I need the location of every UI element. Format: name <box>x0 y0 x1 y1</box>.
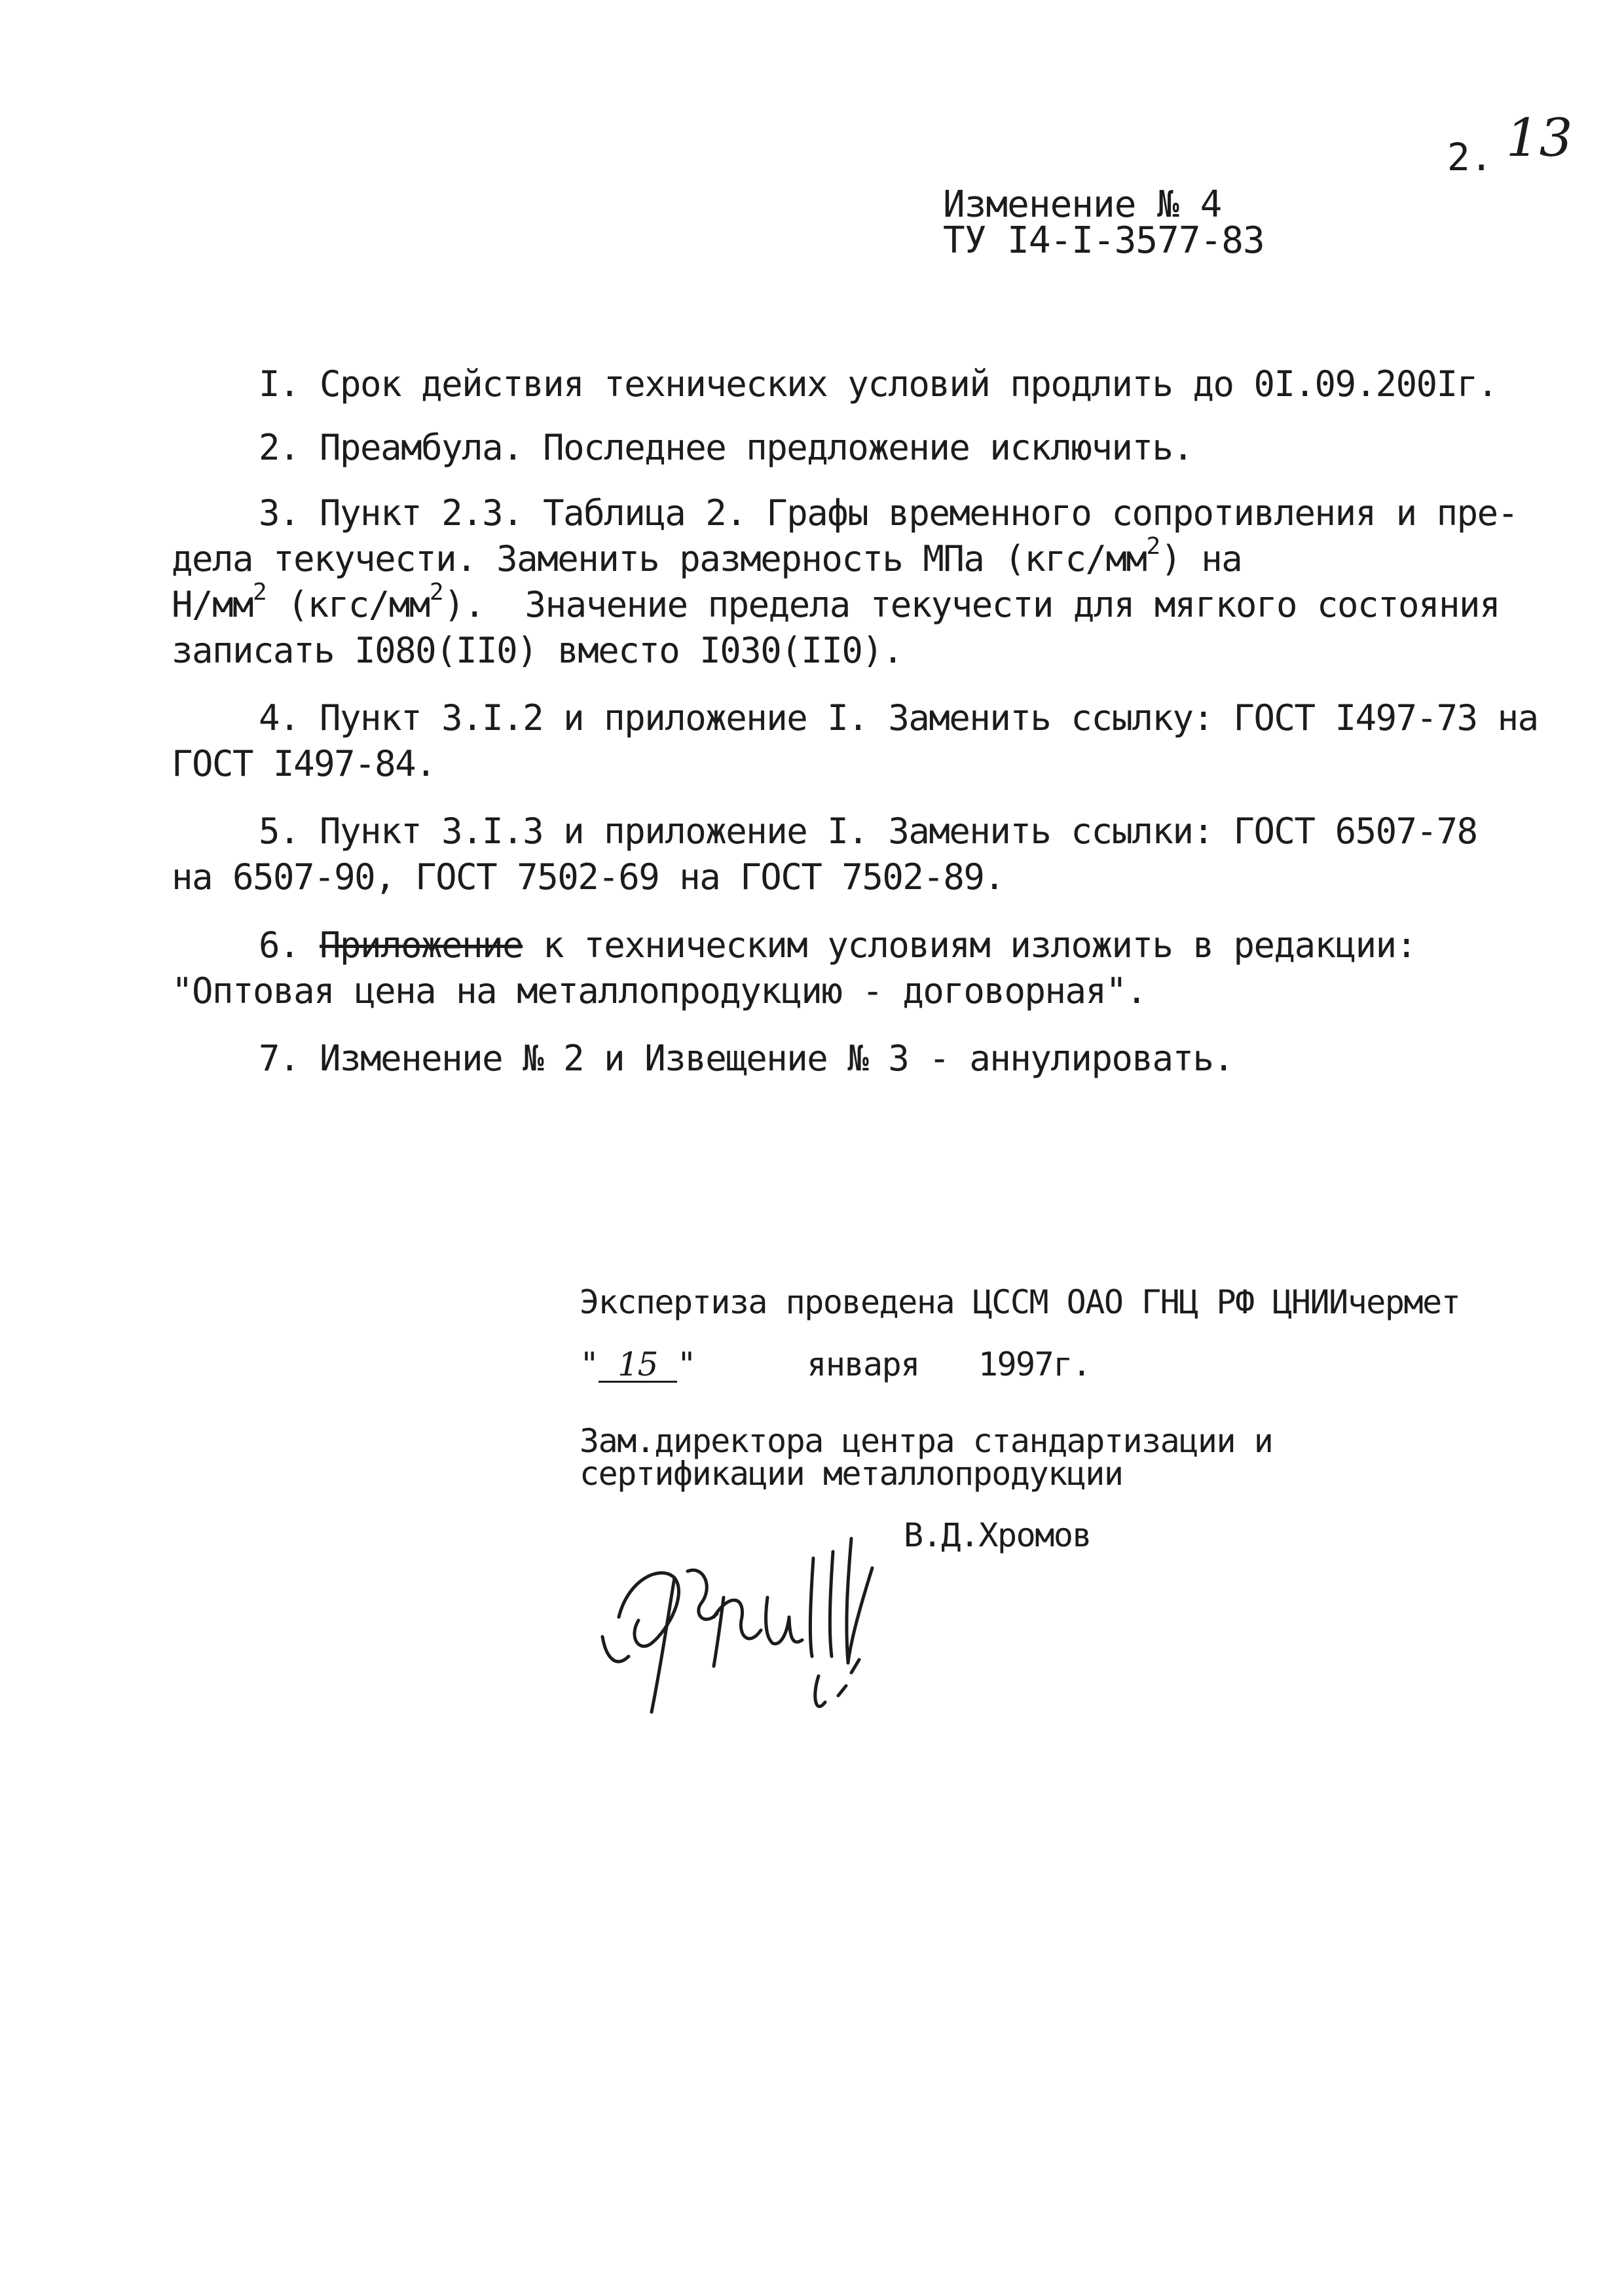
date-day: 15 <box>599 1348 677 1383</box>
item-5-line-1: 5. Пункт 3.I.3 и приложение I. Заменить ссылки: ГОСТ 6507-78 <box>259 811 1477 852</box>
item-3-line-2 <box>172 533 1242 579</box>
item-6-line-2: "Оптовая цена на металлопродукцию - договорная". <box>172 970 1147 1011</box>
item-3-line-4: записать I080(II0) вместо I030(II0). <box>172 630 903 671</box>
item-3-line-2-text: дела текучести. Заменить размерность МПа (кгс/мм <box>172 538 1147 579</box>
item-7: 7. Изменение № 2 и Извещение № 3 - аннулировать. <box>259 1038 1234 1079</box>
signatory-name: В.Д.Хромов <box>904 1516 1092 1554</box>
page-number-handwritten: 13 <box>1505 107 1573 168</box>
item-6-text: к техническим условиям изложить в редакции: <box>523 924 1416 966</box>
amendment-title: Изменение № 4 <box>943 183 1222 226</box>
page-number <box>1401 77 1573 183</box>
expertise-line: Экспертиза проведена ЦССМ ОАО ГНЦ РФ ЦНИИчермет <box>580 1283 1460 1321</box>
page-number-printed: 2. <box>1447 135 1493 179</box>
signatory-title-2: сертификации металлопродукции <box>580 1455 1123 1493</box>
superscript: 2 <box>253 579 267 606</box>
item-3-line-2-end: ) на <box>1160 538 1242 579</box>
item-3-unit: Н/мм <box>172 584 253 625</box>
struck-word: Приложение <box>320 924 523 966</box>
item-4-line-2: ГОСТ I497-84. <box>172 743 436 784</box>
signatory-title-1: Зам.директора центра стандартизации и <box>580 1422 1273 1460</box>
item-6-number: 6. <box>259 924 320 966</box>
expertise-date <box>580 1345 1090 1383</box>
quote-close: " <box>676 1345 696 1383</box>
spec-number: ТУ I4-I-3577-83 <box>943 219 1264 262</box>
quote-open: " <box>580 1345 599 1383</box>
item-3-line-1: 3. Пункт 2.3. Таблица 2. Графы временного сопротивления и пре- <box>259 492 1518 534</box>
date-month: января <box>807 1345 919 1383</box>
item-6-line-1 <box>259 924 1416 966</box>
superscript: 2 <box>1146 533 1161 560</box>
item-1: I. Срок действия технических условий продлить до 0I.09.200Iг. <box>259 363 1498 405</box>
item-5-line-2: на 6507-90, ГОСТ 7502-69 на ГОСТ 7502-89. <box>172 856 1005 898</box>
item-4-line-1: 4. Пункт 3.I.2 и приложение I. Заменить ссылку: ГОСТ I497-73 на <box>259 697 1538 738</box>
item-3-unit-alt: (кгс/мм <box>267 584 430 625</box>
date-year: 1997г. <box>978 1345 1091 1383</box>
item-2: 2. Преамбула. Последнее предложение исключить. <box>259 427 1193 468</box>
item-3-line-3 <box>172 579 1500 625</box>
item-3-line-3-text: ). Значение предела текучести для мягкого состояния <box>443 584 1500 625</box>
signature <box>589 1506 956 1755</box>
superscript: 2 <box>429 579 444 606</box>
